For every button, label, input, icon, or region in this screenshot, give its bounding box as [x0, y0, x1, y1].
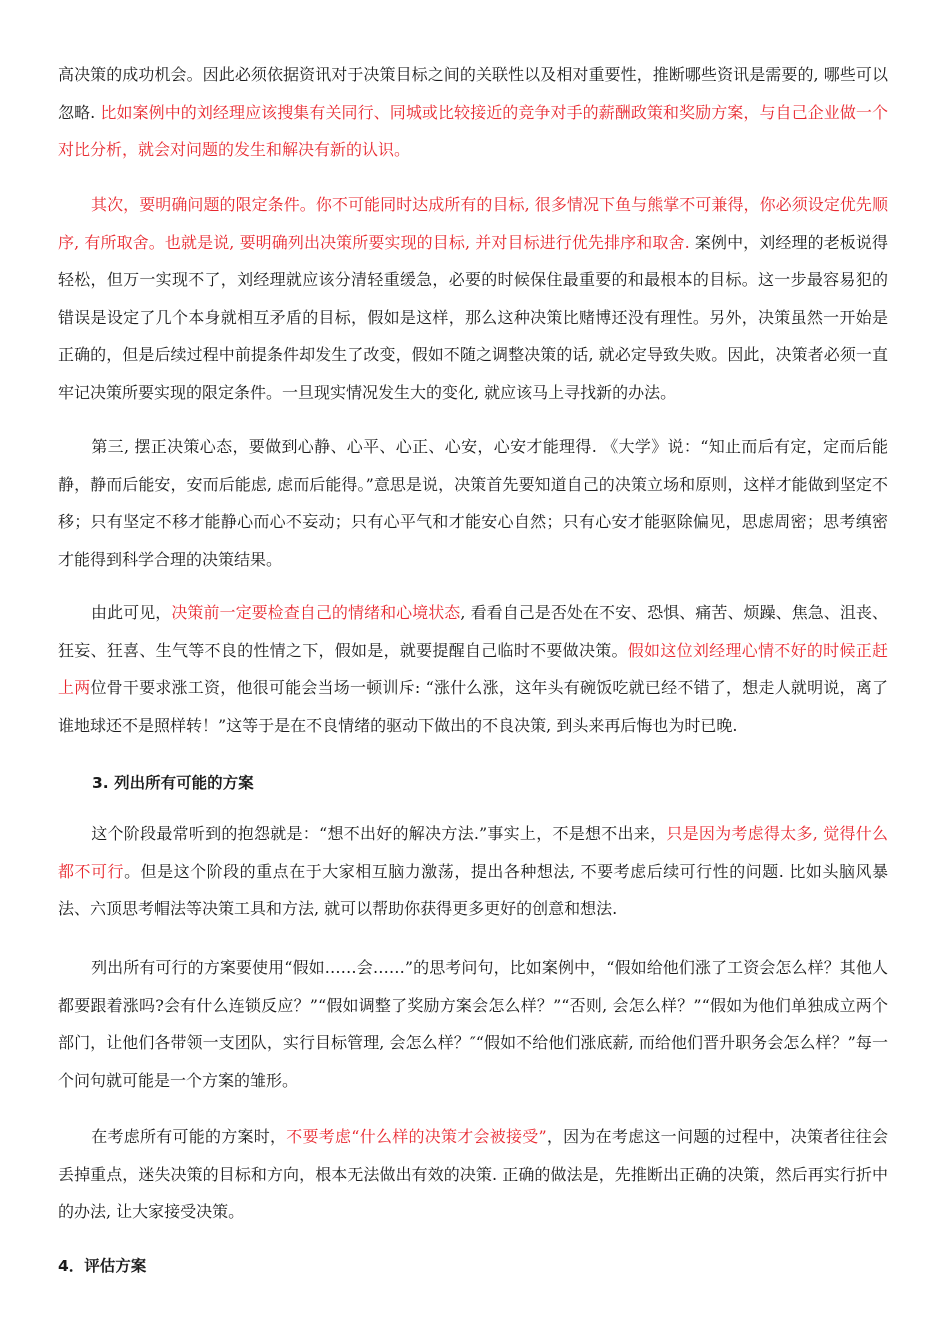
highlighted-text: 不要考虑“什么样的决策才会被接受”: [286, 1127, 547, 1146]
paragraph-acceptance: [58, 1118, 888, 1231]
paragraph-brainstorm: [58, 815, 888, 928]
paragraph-emotion-check: [58, 594, 888, 744]
highlighted-text: 决策前一定要检查自己的情绪和心境状态: [171, 603, 461, 622]
highlighted-text: 只是因为考虑得太多, 觉得什么都不可行: [58, 824, 888, 881]
paragraph-text: 。但是这个阶段的重点在于大家相互脑力激荡，提出各种想法, 不要考虑后续可行性的问题. 比如头脑风暴法、六顶思考帽法等决策工具和方法, 就可以帮助你获得更多更好的创意和想法.: [58, 861, 888, 918]
paragraph-text: 列出所有可行的方案要使用“假如……会……”的思考问句，比如案例中，“假如给他们涨了工资会怎么样？其他人都要跟着涨吗?会有什么连锁反应？”“假如调整了奖励方案会怎么样？”“否则, 会怎么样？”“假如为他们单独成立两个部门，让他们各带领一支团队，实行目标管理, 会怎么样？″“假如不给他们涨底薪, 而给他们晋升职务会怎么样？”每一个问句就可能是一个方案的雏形。: [58, 958, 888, 1090]
section-heading-evaluate: 4．评估方案: [58, 1257, 147, 1275]
section-heading-list-options: 3. 列出所有可能的方案: [92, 774, 254, 792]
paragraph-text: 高决策的成功机会。因此必须依据资讯对于决策目标之间的关联性以及相对重要性，推断哪些资讯是需要的, 哪些可以忽略.: [58, 65, 888, 122]
paragraph-text: 由此可见，: [91, 603, 172, 622]
highlighted-text: 假如这位刘经理心情不好的时候正赶上两: [58, 640, 888, 697]
paragraph-mindset: [58, 428, 888, 578]
paragraph-text: 位骨干要求涨工资，他很可能会当场一顿训斥: “涨什么涨，这年头有碗饭吃就已经不错了，想走人就明说，离了谁地球还不是照样转！”这等于是在不良情绪的驱动下做出的不良决策, 到头来再后悔也为时已晚.: [58, 678, 888, 735]
paragraph-text: 在考虑所有可能的方案时，: [91, 1127, 287, 1146]
highlighted-text: 比如案例中的刘经理应该搜集有关同行、同城或比较接近的竞争对手的薪酬政策和奖励方案，与自己企业做一个对比分析，就会对问题的发生和解决有新的认识。: [58, 102, 888, 159]
paragraph-constraints: [58, 186, 888, 411]
paragraph-text: 这个阶段最常听到的抱怨就是：“想不出好的解决方法.”事实上，不是想不出来，: [91, 824, 667, 843]
paragraph-information-relevance: [58, 56, 888, 169]
paragraph-text: , 看看自己是否处在不安、恐惧、痛苦、烦躁、焦急、沮丧、狂妄、狂喜、生气等不良的性情之下，假如是，就要提醒自己临时不要做决策。: [58, 603, 888, 660]
paragraph-text: 第三, 摆正决策心态，要做到心静、心平、心正、心安，心安才能理得. 《大学》说：“知止而后有定，定而后能静，静而后能安，安而后能虑, 虑而后能得。”意思是说，决策首先要知道自己的决策立场和原则，这样才能做到坚定不移；只有坚定不移才能静心而心不妄动；只有心平气和才能安心自然；只有心安才能驱除偏见，思虑周密；思考缜密才能得到科学合理的决策结果。: [58, 437, 888, 569]
paragraph-text: ，因为在考虑这一问题的过程中，决策者往往会丢掉重点，迷失决策的目标和方向，根本无法做出有效的决策. 正确的做法是，先推断出正确的决策，然后再实行折中的办法, 让大家接受决策。: [58, 1127, 888, 1221]
highlighted-text: 其次，要明确问题的限定条件。你不可能同时达成所有的目标, 很多情况下鱼与熊掌不可兼得，你必须设定优先顺序, 有所取舍。也就是说, 要明确列出决策所要实现的目标, 并对目标进行优先排序和取舍.: [58, 195, 888, 252]
paragraph-text: 案例中，刘经理的老板说得轻松，但万一实现不了，刘经理就应该分清轻重缓急，必要的时候保住最重要的和最根本的目标。这一步最容易犯的错误是设定了几个本身就相互矛盾的目标，假如是这样，那么这种决策比赌博还没有理性。另外，决策虽然一开始是正确的，但是后续过程中前提条件却发生了改变，假如不随之调整决策的话, 就必定导致失败。因此，决策者必须一直牢记决策所要实现的限定条件。一旦现实情况发生大的变化, 就应该马上寻找新的办法。: [58, 232, 888, 402]
paragraph-what-if-questions: [58, 949, 888, 1099]
